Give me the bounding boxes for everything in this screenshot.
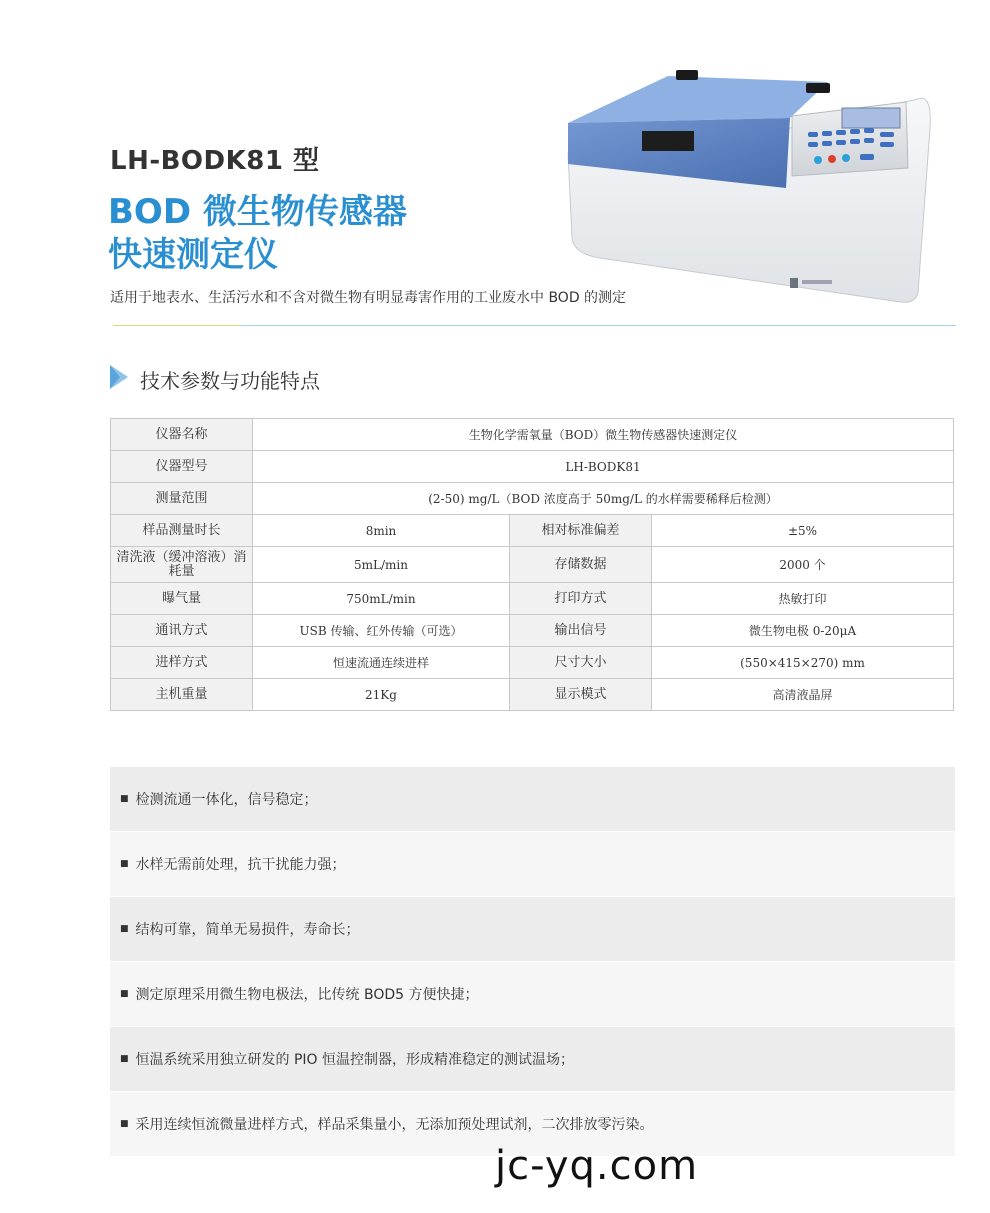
spec-label: 清洗液（缓冲溶液）消耗量: [111, 547, 253, 583]
table-row: [111, 515, 954, 547]
product-title-line1: BOD 微生物传感器: [108, 192, 407, 232]
spec-label: 显示模式: [510, 679, 652, 711]
square-bullet-icon: ■: [120, 1054, 129, 1064]
spec-label: 存储数据: [510, 547, 652, 583]
feature-text: 结构可靠，简单无易损件，寿命长；: [135, 922, 360, 938]
spec-label: 尺寸大小: [510, 647, 652, 679]
spec-value: USB 传输、红外传输（可选）: [253, 615, 510, 647]
watermark: jc-yq.com: [495, 1143, 699, 1189]
table-row: [111, 615, 954, 647]
list-item: [110, 767, 955, 831]
spec-value: 8min: [253, 515, 510, 547]
list-item: [110, 832, 955, 896]
table-row: [111, 679, 954, 711]
spec-value: 微生物电极 0-20μA: [652, 615, 954, 647]
feature-list: [110, 767, 955, 1157]
spec-value: 高清液晶屏: [652, 679, 954, 711]
spec-value: (550×415×270) mm: [652, 647, 954, 679]
spec-table: [110, 418, 954, 711]
triangle-arrow-icon: [108, 363, 130, 391]
spec-label: 进样方式: [111, 647, 253, 679]
square-bullet-icon: ■: [120, 1119, 129, 1129]
table-row: [111, 451, 954, 483]
feature-text: 水样无需前处理，抗干扰能力强；: [135, 857, 346, 873]
spec-label: 测量范围: [111, 483, 253, 515]
divider-left: [113, 325, 241, 326]
spec-value: 生物化学需氧量（BOD）微生物传感器快速测定仪: [253, 419, 954, 451]
spec-label: 输出信号: [510, 615, 652, 647]
square-bullet-icon: ■: [120, 859, 129, 869]
spec-value: (2-50) mg/L（BOD 浓度高于 50mg/L 的水样需要稀释后检测）: [253, 483, 954, 515]
list-item: [110, 1027, 955, 1091]
spec-label: 相对标准偏差: [510, 515, 652, 547]
feature-text: 测定原理采用微生物电极法，比传统 BOD5 方便快捷；: [135, 987, 479, 1003]
table-row: [111, 419, 954, 451]
feature-text: 检测流通一体化，信号稳定；: [135, 792, 318, 808]
spec-label: 打印方式: [510, 583, 652, 615]
square-bullet-icon: ■: [120, 794, 129, 804]
spec-value: 750mL/min: [253, 583, 510, 615]
spec-label: 主机重量: [111, 679, 253, 711]
square-bullet-icon: ■: [120, 989, 129, 999]
spec-label: 仪器型号: [111, 451, 253, 483]
spec-value: LH-BODK81: [253, 451, 954, 483]
divider-right: [241, 325, 956, 326]
table-row: [111, 583, 954, 615]
square-bullet-icon: ■: [120, 924, 129, 934]
table-row: [111, 647, 954, 679]
spec-label: 样品测量时长: [111, 515, 253, 547]
table-row: [111, 547, 954, 583]
spec-label: 曝气量: [111, 583, 253, 615]
product-title-line2: 快速测定仪: [108, 235, 278, 275]
list-item: [110, 897, 955, 961]
list-item: [110, 962, 955, 1026]
spec-label: 通讯方式: [111, 615, 253, 647]
table-row: [111, 483, 954, 515]
spec-value: 21Kg: [253, 679, 510, 711]
instrument-image: [560, 68, 932, 308]
product-model: LH-BODK81 型: [110, 146, 320, 176]
spec-label: 仪器名称: [111, 419, 253, 451]
feature-text: 采用连续恒流微量进样方式，样品采集量小，无添加预处理试剂，二次排放零污染。: [135, 1117, 654, 1133]
section-title: 技术参数与功能特点: [140, 369, 320, 393]
spec-value: 热敏打印: [652, 583, 954, 615]
spec-value: 5mL/min: [253, 547, 510, 583]
feature-text: 恒温系统采用独立研发的 PIO 恒温控制器，形成精准稳定的测试温场；: [135, 1052, 575, 1068]
spec-value: 2000 个: [652, 547, 954, 583]
spec-value: 恒速流通连续进样: [253, 647, 510, 679]
product-subtitle: 适用于地表水、生活污水和不含对微生物有明显毒害作用的工业废水中 BOD 的测定: [110, 290, 627, 306]
spec-value: ±5%: [652, 515, 954, 547]
